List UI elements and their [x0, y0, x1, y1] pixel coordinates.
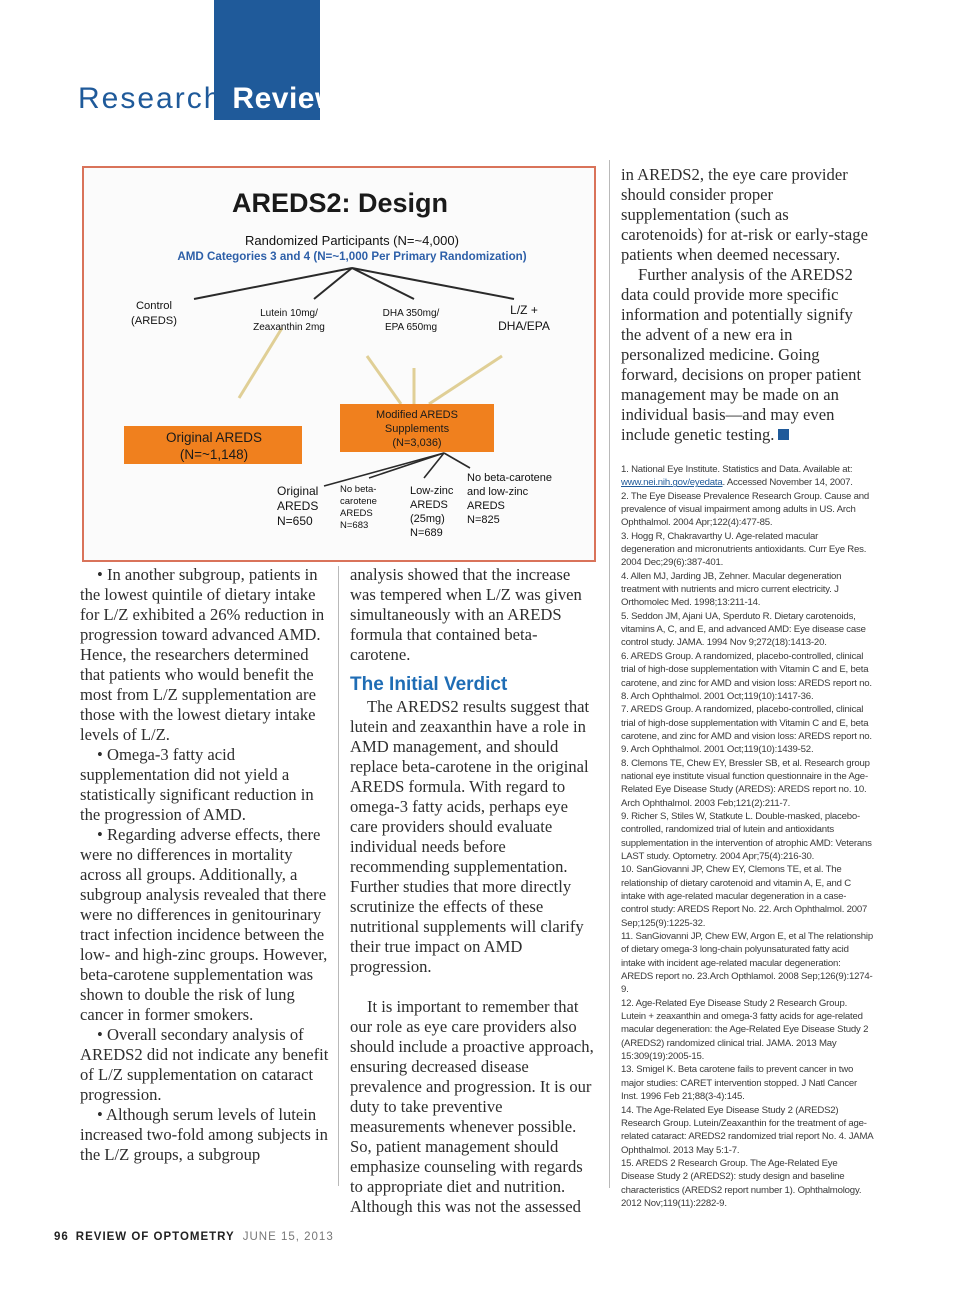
reference-item: 15. AREDS 2 Research Group. The Age-Related Eye Disease Study 2 (AREDS2): study design and baseline characteristics (AREDS2 report number 1). Ophthalmology. 2012 Nov;119(11):2282-9.	[621, 1157, 862, 1209]
modified-box-l2: Supplements	[384, 423, 450, 435]
reference-link[interactable]: www.nei.nih.gov/eyedata	[621, 477, 723, 489]
section-word-research: Research	[78, 82, 223, 115]
sub-nobeta-l3: AREDS	[340, 508, 373, 519]
paragraph-role: It is important to remember that our role as eye care providers also should include a proactive approach, ensuring decreased disease prevalence and progression. It is our duty to take preventive measurements whenever possible. So, patient management should emphasize counseling with regards to appropriate diet and nutrition. Although this was not the assessed	[350, 997, 594, 1216]
subgroup-branches	[324, 453, 470, 486]
reference-item: 8. Clemons TE, Chew EY, Bressler SB, et al. Research group national eye institute visual function questionnaire in the Age-Related Eye Disease Study (AREDS): AREDS report no. 10. Arch Ophthalmol. 2003 Feb;121(2):211-7.	[621, 757, 870, 809]
bullet-serum-lutein: • Although serum levels of lutein increased two-fold among subjects in the L/Z groups, a subgroup	[80, 1105, 328, 1164]
section-header	[78, 82, 339, 122]
reference-item	[621, 463, 873, 490]
modified-box-l3: (N=3,036)	[392, 437, 442, 449]
sub-nobeta-lowzinc-l3: AREDS	[467, 500, 505, 512]
paragraph-supplementation: in AREDS2, the eye care provider should consider proper supplementation (such as carotenoids) for at-risk or early-stage patients when deemed necessary.	[621, 165, 868, 264]
design-diagram	[84, 168, 594, 560]
section-word-review: Review	[232, 82, 339, 115]
body-column-3	[621, 165, 871, 445]
figure-title: AREDS2: Design	[231, 188, 449, 218]
reference-item: 14. The Age-Related Eye Disease Study 2 (AREDS2) Research Group. Lutein/Zeaxanthin for the treatment of age-related cataract: AREDS2 randomized trial report No. 4. JAMA Ophthalmol. 2013 May 5:1-7.	[621, 1104, 873, 1156]
sub-lowzinc-l1: Low-zinc	[410, 485, 454, 497]
end-of-article-mark	[778, 429, 789, 440]
reference-item: 6. AREDS Group. A randomized, placebo-controlled, clinical trial of high-dose supplementation with Vitamin C and E, beta carotene, and zinc for AMD and vision loss: AREDS report no. 8. Arch Ophthalmol. 2001 Oct;119(10):1417-36.	[621, 650, 872, 702]
sub-nobeta-l4: N=683	[340, 520, 369, 531]
reference-item: 11. SanGiovanni JP, Chew EW, Argon E, et al The relationship of dietary omega-3 long-chain polyunsaturated fatty acid intake with incident age-related macular degeneration: AREDS report no. 23.Arch Opthlamol. 2008 Sep;126(9):1274-9.	[621, 931, 873, 996]
paragraph-continued: analysis showed that the increase was tempered when L/Z was given simultaneously with an AREDS formula that contained beta-carotene.	[350, 565, 582, 664]
sub-nobeta-lowzinc-l1: No beta-carotene	[467, 472, 552, 484]
sub-original-l1: Original	[277, 484, 319, 498]
reference-item: 12. Age-Related Eye Disease Study 2 Research Group. Lutein + zeaxanthin and omega-3 fatty acids for age-related macular degeneration: the Age-Related Eye Disease Study 2 (AREDS2) randomized clinical trial. JAMA. 2013 May 15:309(19):2005-15.	[621, 997, 869, 1063]
sub-nobeta-l1: No beta-	[340, 484, 377, 495]
body-column-2	[350, 565, 596, 1217]
merge-branches	[239, 328, 502, 404]
reference-item: 3. Hogg R, Chakravarthy U. Age-related macular degeneration and micronutrients antioxidants. Curr Eye Res. 2004 Dec;29(6):387-401.	[621, 530, 867, 569]
reference-item: 9. Richer S, Stiles W, Statkute L. Double-masked, placebo-controlled, randomized trial of lutein and antioxidants supplementation in the intervention of atrophic AMD: Veterans LAST study. Optometry. 2004 Apr;75(4):216-30.	[621, 810, 872, 862]
reference-item: 4. Allen MJ, Jarding JB, Zehner. Macular degeneration treatment with nutrients and micro current electricity. J Orthomolec Med. 1998;13:211-14.	[621, 570, 842, 609]
body-column-1	[80, 565, 330, 1165]
reference-item: 5. Seddon JM, Ajani UA, Sperduto R. Dietary carotenoids, vitamins A, C, and E, and advanced AMD: Eye disease case control study. JAMA. 1994 Nov 9;272(18):1413-20.	[621, 610, 866, 649]
arm-lutein-l2: Zeaxanthin 2mg	[253, 322, 325, 333]
column-rule-2	[609, 160, 610, 1188]
arm-dha-l2: EPA 650mg	[384, 322, 438, 333]
original-box-l1: Original AREDS	[165, 430, 263, 445]
bullet-omega3: • Omega-3 fatty acid supplementation did not yield a statistically significant reduction in the progression of AMD.	[80, 745, 314, 824]
figure-randomized: Randomized Participants (N=~4,000)	[245, 233, 459, 248]
paragraph-further-analysis	[621, 265, 871, 445]
paragraph-verdict: The AREDS2 results suggest that lutein and zeaxanthin have a role in AMD management, and should replace beta-carotene in the original AREDS formula. With regard to omega-3 fatty acids, perhaps eye care providers should evaluate individual needs before recommending supplementation. Further studies that more directly scrutinize the effects of these nutritional supplements will clarify their true impact on AMD progression.	[350, 697, 590, 976]
column-rule-1	[338, 566, 339, 1186]
modified-box-l1: Modified AREDS	[376, 409, 458, 421]
sub-nobeta-lowzinc-l2: and low-zinc	[467, 486, 529, 498]
reference-item: 7. AREDS Group. A randomized, placebo-controlled, clinical trial of high-dose supplementation with Vitamin C and E, beta carotene, and zinc for AMD and vision loss: AREDS report no. 9. Arch Ophthalmol. 2001 Oct;119(10):1439-52.	[621, 704, 872, 756]
reference-item: 13. Smigel K. Beta carotene fails to prevent cancer in two major studies: CARET intervention stopped. J Natl Cancer Inst. 1996 Feb 21;88(3-4):145.	[621, 1064, 858, 1103]
sub-original-l2: AREDS	[277, 499, 319, 513]
arm-lutein-l1: Lutein 10mg/	[260, 308, 318, 319]
sub-original-l3: N=650	[277, 514, 313, 528]
arm-control-l2: (AREDS)	[131, 315, 177, 327]
magazine-name: REVIEW OF OPTOMETRY	[75, 1231, 235, 1243]
references-list	[621, 463, 873, 1210]
randomization-branches	[194, 268, 514, 299]
bullet-cataract: • Overall secondary analysis of AREDS2 did not indicate any benefit of L/Z supplementation on cataract progression.	[80, 1025, 329, 1104]
areds2-design-figure	[82, 166, 596, 562]
issue-date: JUNE 15, 2013	[242, 1231, 334, 1243]
paragraph-further-analysis-text: Further analysis of the AREDS2 data could provide more specific information and potentially signify the advent of a new era in personalized medicine. Going forward, decisions on proper patient management may be made on an individual basis—and may even include genetic testing.	[621, 265, 862, 444]
reference-item: 2. The Eye Disease Prevalence Research Group. Cause and prevalence of visual impairment among adults in US. Arch Ophthalmol. 2004 Apr;122(4):477-85.	[621, 490, 869, 529]
page-number: 96	[54, 1231, 69, 1243]
figure-categories: AMD Categories 3 and 4 (N=~1,000 Per Primary Randomization)	[177, 250, 527, 263]
sub-lowzinc-l2: AREDS	[410, 499, 448, 511]
arm-lz-l2: DHA/EPA	[498, 319, 550, 333]
sub-lowzinc-l3: (25mg)	[410, 513, 445, 525]
sub-nobeta-lowzinc-l4: N=825	[467, 514, 500, 526]
arm-lz-l1: L/Z +	[510, 303, 538, 317]
bullet-lz-subgroup: • In another subgroup, patients in the lowest quintile of dietary intake for L/Z exhibited a 26% reduction in progression toward advanced AMD. Hence, the researchers determined that patients who would benefit the most from L/Z supplementation are those with the lowest dietary intake levels of L/Z.	[80, 565, 325, 744]
sub-lowzinc-l4: N=689	[410, 527, 443, 539]
reference-item: 10. SanGiovanni JP, Chew EY, Clemons TE, et al. The relationship of dietary carotenoid and vitamin A, E, and C intake with age-related macular degeneration in a case-control study: AREDS Report No. 22. Arch Ophthalmol. 2007 Sep;125(9):1225-32.	[621, 864, 868, 929]
reference-1-text: 1. National Eye Institute. Statistics and Data. Available at:	[621, 464, 853, 475]
arm-dha-l1: DHA 350mg/	[382, 308, 440, 319]
reference-1-tail: . Accessed November 14, 2007.	[722, 477, 853, 489]
sub-nobeta-l2: carotene	[340, 496, 377, 507]
arm-control-l1: Control	[135, 300, 173, 312]
bullet-adverse-effects: • Regarding adverse effects, there were no differences in mortality across all groups. Additionally, a subgroup analysis revealed that there were no differences in genitourinary tract infection incidence between the low- and high-zinc groups. However, beta-carotene supplementation was shown to double the risk of lung cancer in former smokers.	[80, 825, 328, 1024]
subheading-initial-verdict: The Initial Verdict	[350, 674, 508, 695]
original-box-l2: (N=~1,148)	[179, 447, 249, 462]
page-footer	[54, 1231, 334, 1243]
